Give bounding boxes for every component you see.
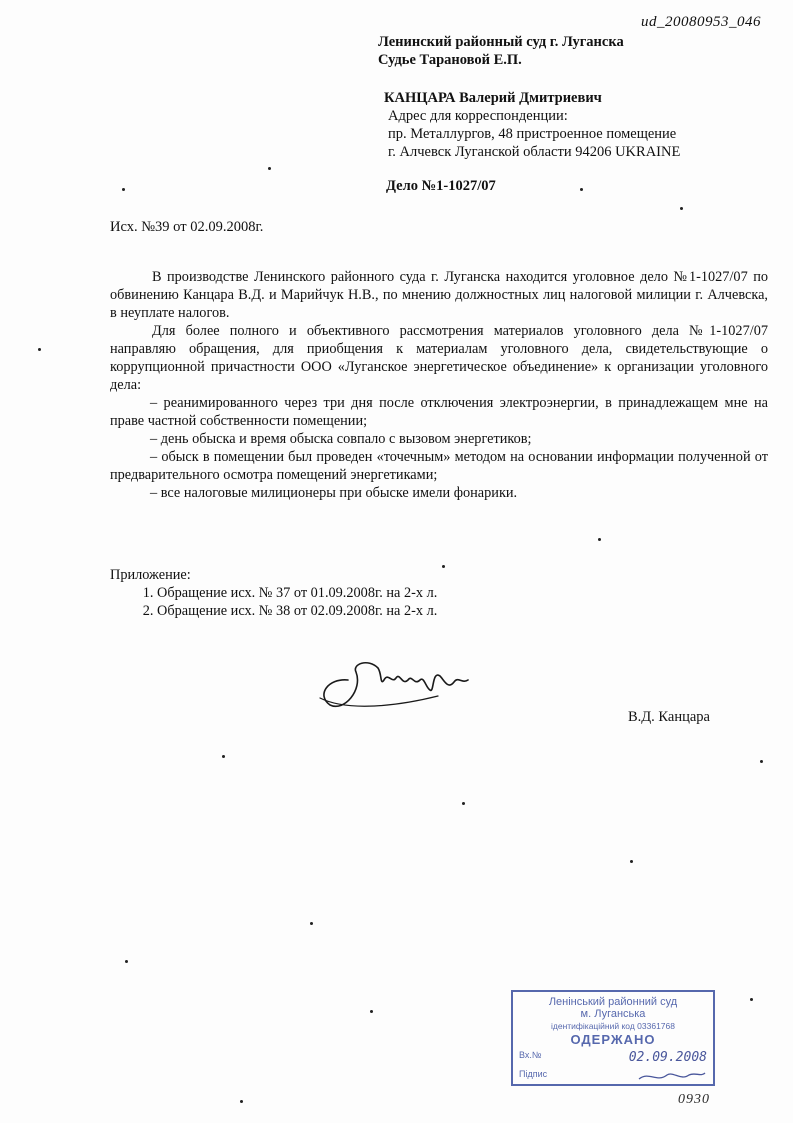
court-name: Ленинский районный суд г. Луганска xyxy=(378,34,624,50)
received-stamp xyxy=(511,990,715,1086)
paragraph-1: В производстве Ленинского районного суда г. Луганска находится уголовное дело №1-1027/07 по обвинению Канцара В.Д. и Марийчук Н.В., по мнению должностных лиц налоговой милиции г. Алчевска, в неуплате налогов. xyxy=(110,269,768,321)
stamp-signature xyxy=(637,1069,707,1083)
scan-speck xyxy=(680,207,683,210)
scan-speck xyxy=(442,565,445,568)
scan-speck xyxy=(462,802,465,805)
letter-body xyxy=(110,268,768,502)
list-item: – день обыска и время обыска совпало с вызовом энергетиков; xyxy=(150,431,532,447)
stamp-date: 02.09.2008 xyxy=(628,1050,707,1065)
attachment-item: 1. Обращение исх. № 37 от 01.09.2008г. на 2-х л. xyxy=(157,584,437,602)
sender-name: КАНЦАРА Валерий Дмитриевич xyxy=(384,90,602,106)
sender-address-label: Адрес для корреспонденции: xyxy=(388,108,568,124)
stamp-in-label: Вх.№ xyxy=(519,1050,542,1060)
paragraph-2: Для более полного и объективного рассмотрения материалов уголовного дела №1-1027/07 направляю обращения, для приобщения к материалам уголовного дела, свидетельствующие о коррупционной причастности ООО «Луганское энергетическое объединение» к организации уголовного дела: xyxy=(110,323,768,393)
sender-block xyxy=(384,89,680,161)
addressee-block xyxy=(378,33,624,69)
scan-speck xyxy=(240,1100,243,1103)
stamp-code: ідентифікаційний код 03361768 xyxy=(551,1021,675,1031)
list-item: – все налоговые милиционеры при обыске имели фонарики. xyxy=(150,485,518,501)
sender-address-line2: г. Алчевск Луганской области 94206 UKRAINE xyxy=(388,144,681,160)
document-id: ud_20080953_046 xyxy=(641,14,761,30)
list-item: – обыск в помещении был проведен «точечным» методом на основании информации полученной от предварительного осмотра помещений энергетиками; xyxy=(110,449,768,483)
attachment-item: 2. Обращение исх. № 38 от 02.09.2008г. на 2-х л. xyxy=(157,602,437,620)
scan-speck xyxy=(310,922,313,925)
handwritten-signature xyxy=(308,650,488,720)
stamp-court: Ленінський районний суд xyxy=(548,996,678,1008)
scan-speck xyxy=(222,755,225,758)
stamp-city: м. Луганська xyxy=(580,1008,646,1020)
attachments-block xyxy=(110,566,437,620)
scan-speck xyxy=(38,348,41,351)
scan-speck xyxy=(630,860,633,863)
stamp-entry-row xyxy=(519,1050,707,1065)
scan-speck xyxy=(125,960,128,963)
judge-name: Судье Тарановой Е.П. xyxy=(378,52,522,68)
scan-speck xyxy=(760,760,763,763)
scan-speck xyxy=(598,538,601,541)
scan-speck xyxy=(122,188,125,191)
stamp-sign-label: Підпис xyxy=(519,1069,548,1079)
attachments-title: Приложение: xyxy=(110,567,191,583)
sender-address-line1: пр. Металлургов, 48 пристроенное помещение xyxy=(388,126,677,142)
scan-speck xyxy=(370,1010,373,1013)
stamp-sign-row xyxy=(519,1069,707,1083)
outgoing-number: Исх. №39 от 02.09.2008г. xyxy=(110,219,264,235)
scan-speck xyxy=(750,998,753,1001)
case-number: Дело №1-1027/07 xyxy=(386,178,496,194)
list-item: – реанимированного через три дня после отключения электроэнергии, в принадлежащем мне на праве частной собственности помещении; xyxy=(110,395,768,429)
attachments-list xyxy=(110,584,437,620)
registration-number: 0930 xyxy=(678,1092,710,1107)
scan-speck xyxy=(580,188,583,191)
signer-name: В.Д. Канцара xyxy=(628,709,710,725)
scan-speck xyxy=(268,167,271,170)
stamp-received: ОДЕРЖАНО xyxy=(570,1032,656,1047)
